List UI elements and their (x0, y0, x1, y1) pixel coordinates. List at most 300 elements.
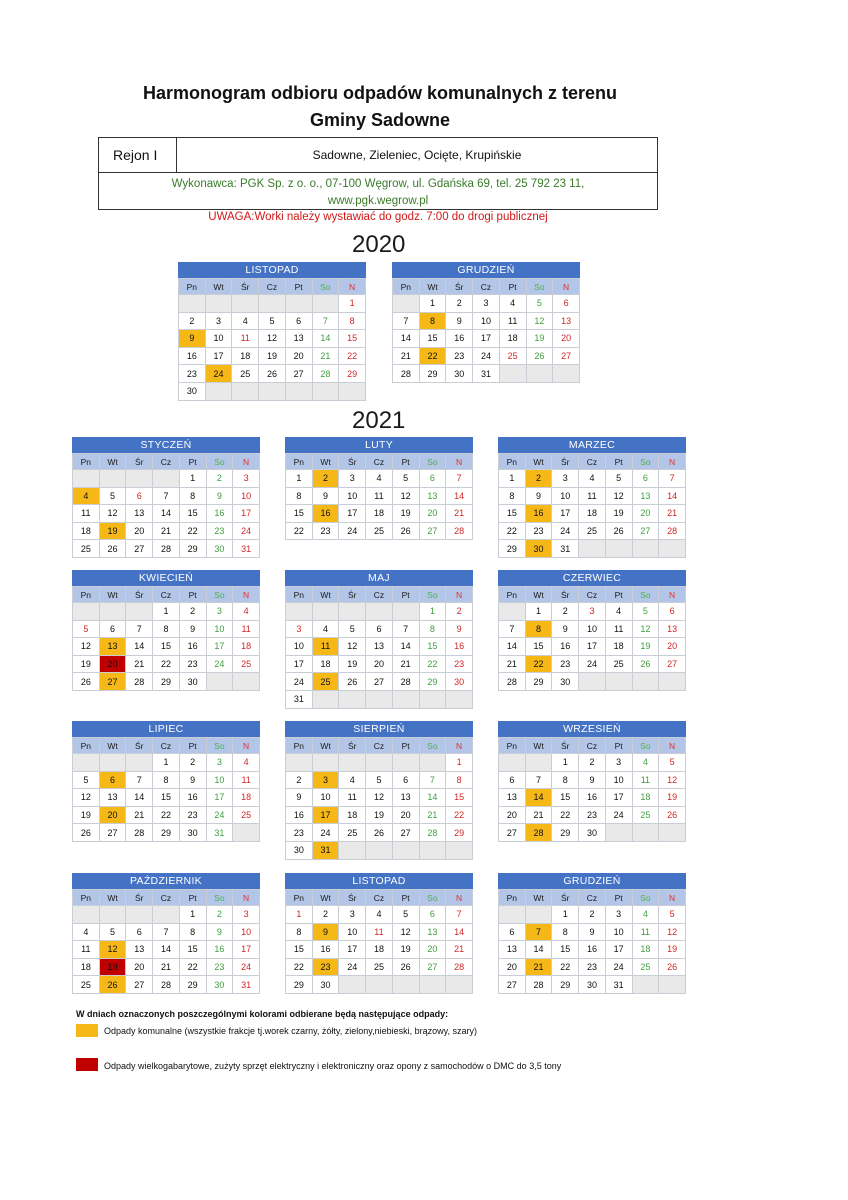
day-cell: 21 (419, 806, 446, 824)
day-cell: 6 (419, 906, 446, 924)
day-cell: 19 (605, 505, 632, 523)
day-cell: 27 (285, 365, 312, 383)
weekday-header: Pt (179, 738, 206, 754)
day-cell: 22 (552, 806, 579, 824)
day-cell: 3 (206, 603, 233, 621)
day-cell: 17 (605, 789, 632, 807)
empty-cell (73, 754, 100, 772)
month-grid (178, 278, 366, 401)
day-cell: 14 (419, 789, 446, 807)
day-cell: 15 (286, 505, 313, 523)
empty-cell (419, 976, 446, 994)
day-cell: 21 (153, 522, 180, 540)
month-calendar (285, 437, 473, 540)
day-cell: 1 (552, 906, 579, 924)
month-name: CZERWIEC (498, 570, 686, 586)
weekday-header: Śr (339, 738, 366, 754)
day-cell: 26 (659, 806, 686, 824)
day-cell: 20 (499, 806, 526, 824)
day-cell: 31 (206, 824, 233, 842)
weekday-header: So (419, 587, 446, 603)
month-grid (498, 453, 686, 558)
weekday-header: N (233, 454, 260, 470)
month-grid (392, 278, 580, 383)
weekday-header: Pn (73, 890, 100, 906)
empty-cell (232, 382, 259, 400)
day-cell: 4 (366, 906, 393, 924)
empty-cell (285, 382, 312, 400)
day-cell: 14 (446, 923, 473, 941)
weekday-header: Śr (339, 890, 366, 906)
year-heading-2020: 2020 (352, 231, 406, 258)
day-cell: 19 (339, 655, 366, 673)
month-calendar (285, 570, 473, 709)
day-cell: 20 (659, 638, 686, 656)
day-cell: 28 (153, 540, 180, 558)
day-cell: 17 (233, 941, 260, 959)
day-cell: 26 (99, 540, 126, 558)
weekday-header: N (446, 890, 473, 906)
empty-cell (366, 603, 393, 621)
empty-cell (126, 470, 153, 488)
weekday-header: Pn (286, 587, 313, 603)
day-cell: 19 (99, 522, 126, 540)
day-cell: 3 (473, 295, 500, 313)
day-cell: 19 (392, 505, 419, 523)
day-cell: 5 (73, 620, 100, 638)
day-cell: 5 (392, 470, 419, 488)
day-cell: 20 (632, 505, 659, 523)
day-cell: 17 (205, 347, 232, 365)
weekday-header: Pn (499, 454, 526, 470)
day-cell: 14 (153, 505, 180, 523)
empty-cell (605, 824, 632, 842)
weekday-header: Pn (179, 279, 206, 295)
day-cell: 22 (419, 655, 446, 673)
warning-note: UWAGA:Worki należy wystawiać do godz. 7:00 do drogi publicznej (208, 211, 548, 223)
day-cell: 8 (446, 771, 473, 789)
day-cell: 29 (419, 673, 446, 691)
day-cell: 14 (126, 789, 153, 807)
day-cell: 3 (286, 620, 313, 638)
day-cell: 16 (579, 789, 606, 807)
weekday-header: Pn (286, 738, 313, 754)
weekday-header: N (233, 738, 260, 754)
day-cell: 10 (233, 487, 260, 505)
day-cell: 12 (632, 620, 659, 638)
day-cell: 26 (605, 522, 632, 540)
weekday-header: Pn (286, 454, 313, 470)
day-cell: 4 (499, 295, 526, 313)
day-cell: 3 (339, 906, 366, 924)
weekday-header: Pt (392, 890, 419, 906)
day-cell: 25 (233, 806, 260, 824)
day-cell: 15 (552, 941, 579, 959)
day-cell: 1 (153, 603, 180, 621)
day-cell: 10 (206, 771, 233, 789)
day-cell: 7 (446, 470, 473, 488)
day-cell: 28 (525, 976, 552, 994)
weekday-header: Cz (473, 279, 500, 295)
day-cell: 8 (179, 487, 206, 505)
empty-cell (525, 754, 552, 772)
weekday-header: Śr (552, 738, 579, 754)
weekday-header: Śr (446, 279, 473, 295)
day-cell: 1 (179, 470, 206, 488)
day-cell: 21 (525, 806, 552, 824)
day-cell: 2 (179, 754, 206, 772)
weekday-header: N (659, 454, 686, 470)
day-cell: 26 (526, 347, 553, 365)
day-cell: 20 (366, 655, 393, 673)
weekday-header: Śr (552, 587, 579, 603)
day-cell: 29 (286, 976, 313, 994)
day-cell: 7 (525, 923, 552, 941)
day-cell: 12 (605, 487, 632, 505)
day-cell: 31 (312, 841, 339, 859)
day-cell: 13 (499, 789, 526, 807)
day-cell: 21 (446, 941, 473, 959)
day-cell: 14 (312, 330, 339, 348)
empty-cell (206, 673, 233, 691)
day-cell: 3 (312, 771, 339, 789)
day-cell: 27 (366, 673, 393, 691)
day-cell: 5 (339, 620, 366, 638)
day-cell: 19 (99, 958, 126, 976)
day-cell: 14 (393, 330, 420, 348)
empty-cell (419, 690, 446, 708)
weekday-header: N (446, 738, 473, 754)
day-cell: 2 (312, 906, 339, 924)
day-cell: 11 (312, 638, 339, 656)
day-cell: 15 (179, 505, 206, 523)
weekday-header: Pt (605, 587, 632, 603)
day-cell: 1 (525, 603, 552, 621)
day-cell: 9 (446, 312, 473, 330)
empty-cell (499, 365, 526, 383)
day-cell: 3 (233, 470, 260, 488)
day-cell: 19 (73, 806, 100, 824)
day-cell: 14 (392, 638, 419, 656)
weekday-header: Wt (312, 587, 339, 603)
day-cell: 23 (552, 655, 579, 673)
weekday-header: Cz (579, 890, 606, 906)
empty-cell (99, 470, 126, 488)
day-cell: 5 (366, 771, 393, 789)
day-cell: 28 (446, 522, 473, 540)
month-name: MAJ (285, 570, 473, 586)
day-cell: 31 (473, 365, 500, 383)
day-cell: 1 (499, 470, 526, 488)
day-cell: 23 (206, 958, 233, 976)
day-cell: 21 (446, 505, 473, 523)
day-cell: 29 (552, 824, 579, 842)
day-cell: 29 (419, 365, 446, 383)
day-cell: 4 (366, 470, 393, 488)
day-cell: 19 (659, 941, 686, 959)
empty-cell (312, 690, 339, 708)
day-cell: 16 (179, 638, 206, 656)
day-cell: 7 (153, 487, 180, 505)
day-cell: 16 (206, 505, 233, 523)
day-cell: 9 (579, 771, 606, 789)
day-cell: 5 (99, 487, 126, 505)
day-cell: 10 (339, 923, 366, 941)
weekday-header: Wt (99, 454, 126, 470)
day-cell: 11 (499, 312, 526, 330)
empty-cell (526, 365, 553, 383)
day-cell: 9 (206, 923, 233, 941)
day-cell: 26 (73, 824, 100, 842)
weekday-header: Wt (99, 890, 126, 906)
day-cell: 6 (499, 923, 526, 941)
day-cell: 6 (99, 620, 126, 638)
day-cell: 18 (73, 958, 100, 976)
day-cell: 22 (525, 655, 552, 673)
day-cell: 23 (446, 347, 473, 365)
day-cell: 4 (605, 603, 632, 621)
day-cell: 8 (552, 771, 579, 789)
day-cell: 18 (73, 522, 100, 540)
day-cell: 15 (419, 330, 446, 348)
weekday-header: Pn (73, 738, 100, 754)
document-title (100, 80, 660, 134)
legend-title: W dniach oznaczonych poszczególnymi kolorami odbierane będą następujące odpady: (76, 1009, 449, 1019)
month-name: LIPIEC (72, 721, 260, 737)
month-calendar (498, 873, 686, 994)
day-cell: 30 (552, 673, 579, 691)
day-cell: 18 (312, 655, 339, 673)
day-cell: 17 (339, 505, 366, 523)
day-cell: 14 (525, 941, 552, 959)
day-cell: 3 (233, 906, 260, 924)
day-cell: 6 (99, 771, 126, 789)
day-cell: 26 (366, 824, 393, 842)
empty-cell (366, 976, 393, 994)
empty-cell (73, 603, 100, 621)
empty-cell (525, 906, 552, 924)
weekday-header: So (419, 454, 446, 470)
day-cell: 21 (153, 958, 180, 976)
day-cell: 25 (73, 540, 100, 558)
weekday-header: Wt (99, 738, 126, 754)
day-cell: 4 (632, 906, 659, 924)
day-cell: 21 (659, 505, 686, 523)
day-cell: 31 (605, 976, 632, 994)
day-cell: 17 (339, 941, 366, 959)
day-cell: 7 (419, 771, 446, 789)
day-cell: 9 (579, 923, 606, 941)
day-cell: 6 (553, 295, 580, 313)
empty-cell (659, 673, 686, 691)
day-cell: 1 (446, 754, 473, 772)
weekday-header: Wt (99, 587, 126, 603)
day-cell: 29 (179, 540, 206, 558)
empty-cell (205, 382, 232, 400)
day-cell: 14 (126, 638, 153, 656)
month-grid (285, 889, 473, 994)
day-cell: 1 (286, 470, 313, 488)
day-cell: 11 (73, 505, 100, 523)
weekday-header: So (206, 890, 233, 906)
day-cell: 19 (366, 806, 393, 824)
empty-cell (659, 976, 686, 994)
day-cell: 19 (392, 941, 419, 959)
day-cell: 16 (286, 806, 313, 824)
empty-cell (553, 365, 580, 383)
month-calendar (72, 437, 260, 558)
weekday-header: N (659, 890, 686, 906)
month-grid (285, 586, 473, 709)
empty-cell (99, 906, 126, 924)
empty-cell (392, 754, 419, 772)
weekday-header: Cz (259, 279, 286, 295)
day-cell: 14 (153, 941, 180, 959)
day-cell: 3 (579, 603, 606, 621)
empty-cell (99, 754, 126, 772)
day-cell: 4 (232, 312, 259, 330)
day-cell: 5 (659, 906, 686, 924)
month-name: GRUDZIEŃ (498, 873, 686, 889)
day-cell: 24 (605, 958, 632, 976)
day-cell: 7 (392, 620, 419, 638)
day-cell: 2 (552, 603, 579, 621)
day-cell: 22 (179, 522, 206, 540)
day-cell: 5 (632, 603, 659, 621)
weekday-header: Pn (73, 454, 100, 470)
day-cell: 31 (552, 540, 579, 558)
empty-cell (419, 841, 446, 859)
weekday-header: So (419, 890, 446, 906)
day-cell: 28 (153, 976, 180, 994)
day-cell: 4 (73, 923, 100, 941)
day-cell: 22 (153, 806, 180, 824)
empty-cell (392, 976, 419, 994)
day-cell: 27 (499, 976, 526, 994)
month-calendar (498, 437, 686, 558)
day-cell: 27 (659, 655, 686, 673)
weekday-header: Śr (552, 890, 579, 906)
day-cell: 29 (153, 824, 180, 842)
day-cell: 18 (232, 347, 259, 365)
day-cell: 28 (659, 522, 686, 540)
day-cell: 23 (286, 824, 313, 842)
day-cell: 28 (312, 365, 339, 383)
day-cell: 13 (659, 620, 686, 638)
empty-cell (232, 295, 259, 313)
month-name: STYCZEŃ (72, 437, 260, 453)
day-cell: 6 (366, 620, 393, 638)
day-cell: 28 (393, 365, 420, 383)
month-name: LISTOPAD (285, 873, 473, 889)
empty-cell (579, 673, 606, 691)
legend-swatch-yellow (76, 1024, 98, 1037)
day-cell: 9 (525, 487, 552, 505)
weekday-header: Pn (73, 587, 100, 603)
empty-cell (366, 754, 393, 772)
empty-cell (312, 754, 339, 772)
weekday-header: Pn (499, 890, 526, 906)
day-cell: 12 (659, 923, 686, 941)
month-calendar (285, 873, 473, 994)
day-cell: 14 (525, 789, 552, 807)
empty-cell (419, 754, 446, 772)
day-cell: 28 (499, 673, 526, 691)
day-cell: 13 (285, 330, 312, 348)
day-cell: 4 (632, 754, 659, 772)
weekday-header: Pt (179, 587, 206, 603)
month-grid (285, 453, 473, 540)
day-cell: 9 (206, 487, 233, 505)
weekday-header: Wt (525, 587, 552, 603)
day-cell: 27 (553, 347, 580, 365)
day-cell: 23 (206, 522, 233, 540)
empty-cell (285, 295, 312, 313)
day-cell: 15 (525, 638, 552, 656)
day-cell: 24 (552, 522, 579, 540)
empty-cell (153, 470, 180, 488)
day-cell: 23 (179, 365, 206, 383)
day-cell: 2 (525, 470, 552, 488)
day-cell: 10 (205, 330, 232, 348)
title-line-1: Harmonogram odbioru odpadów komunalnych z terenu (142, 83, 618, 103)
day-cell: 1 (339, 295, 366, 313)
month-calendar (72, 570, 260, 691)
day-cell: 7 (446, 906, 473, 924)
day-cell: 15 (339, 330, 366, 348)
day-cell: 25 (579, 522, 606, 540)
weekday-header: N (339, 279, 366, 295)
month-calendar (498, 570, 686, 691)
day-cell: 10 (233, 923, 260, 941)
month-grid (498, 889, 686, 994)
day-cell: 8 (286, 487, 313, 505)
day-cell: 22 (286, 958, 313, 976)
day-cell: 11 (605, 620, 632, 638)
day-cell: 12 (99, 505, 126, 523)
day-cell: 2 (446, 295, 473, 313)
weekday-header: So (312, 279, 339, 295)
day-cell: 24 (339, 522, 366, 540)
empty-cell (126, 754, 153, 772)
day-cell: 25 (312, 673, 339, 691)
day-cell: 1 (153, 754, 180, 772)
day-cell: 6 (285, 312, 312, 330)
weekday-header: Cz (366, 738, 393, 754)
day-cell: 9 (286, 789, 313, 807)
weekday-header: Pt (179, 454, 206, 470)
day-cell: 18 (579, 505, 606, 523)
weekday-header: So (632, 738, 659, 754)
day-cell: 17 (312, 806, 339, 824)
day-cell: 5 (99, 923, 126, 941)
day-cell: 12 (392, 487, 419, 505)
day-cell: 18 (499, 330, 526, 348)
day-cell: 11 (232, 330, 259, 348)
weekday-header: Śr (126, 890, 153, 906)
empty-cell (632, 540, 659, 558)
day-cell: 13 (126, 505, 153, 523)
day-cell: 19 (259, 347, 286, 365)
day-cell: 3 (605, 906, 632, 924)
day-cell: 23 (312, 958, 339, 976)
day-cell: 8 (153, 620, 180, 638)
day-cell: 10 (605, 771, 632, 789)
weekday-header: Pt (605, 890, 632, 906)
day-cell: 12 (259, 330, 286, 348)
day-cell: 20 (419, 941, 446, 959)
day-cell: 1 (419, 603, 446, 621)
